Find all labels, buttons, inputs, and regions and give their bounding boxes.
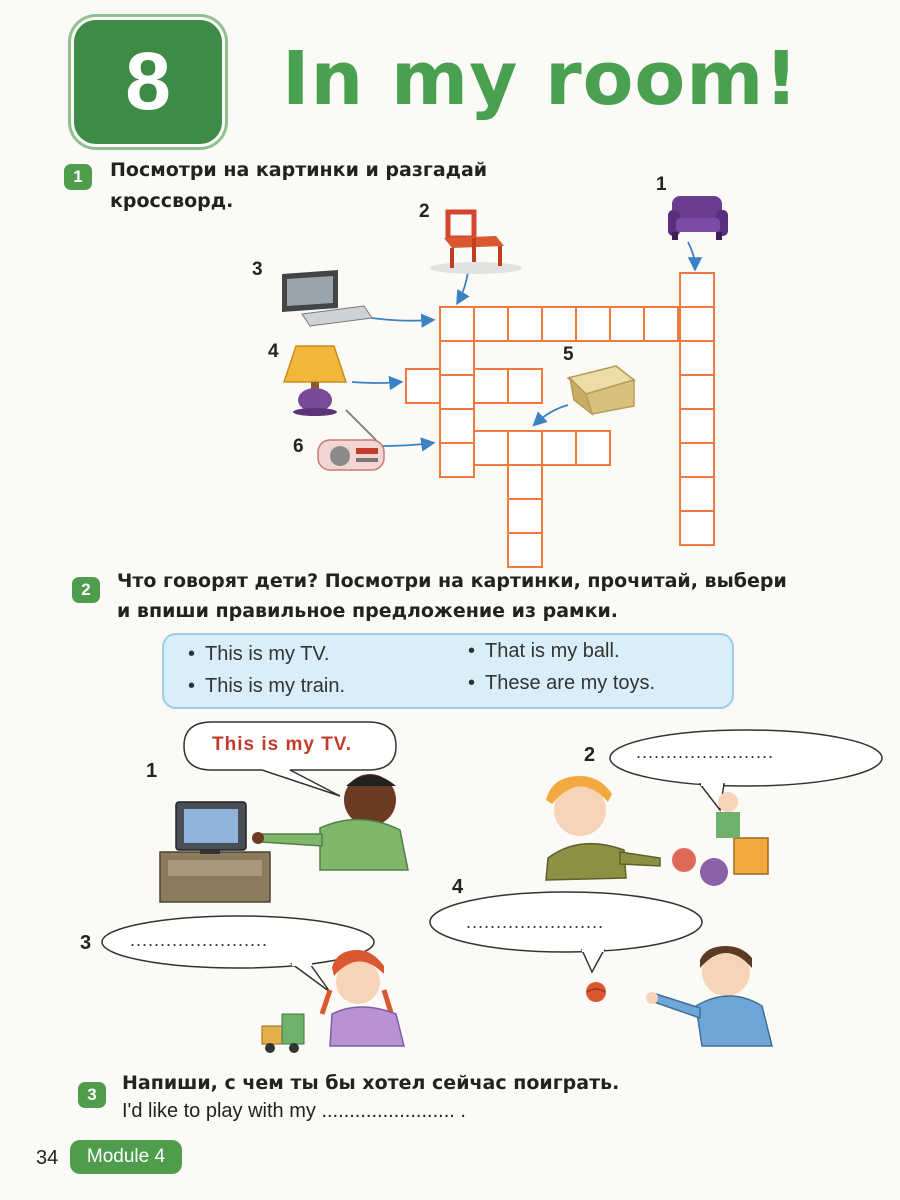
phrase-option: • This is my train. [188,675,345,698]
exercise-2-badge: 2 [72,577,100,603]
crossword-cell[interactable] [680,375,714,409]
radio-icon [318,410,384,470]
crossword-cell[interactable] [680,307,714,341]
clue-arrows [352,242,695,446]
crossword-cell[interactable] [440,307,474,341]
crossword-cell[interactable] [440,341,474,375]
exercise-3-answer-line[interactable]: I'd like to play with my ........................ . [122,1100,466,1122]
crossword-cell[interactable] [680,443,714,477]
crossword-cell[interactable] [644,307,678,341]
exercise-1-instruction-line2: кроссворд. [110,190,234,212]
clue-number-3: 3 [252,259,263,280]
boy-with-tv-illustration [160,774,408,902]
crossword-cell[interactable] [440,375,474,409]
unit-badge [74,20,222,144]
speech-bubble-3 [102,916,374,992]
crossword-cell[interactable] [542,431,576,465]
crossword-cell[interactable] [680,511,714,545]
crossword-cell[interactable] [680,341,714,375]
bubble-3-answer-line[interactable]: ....................... [130,930,269,950]
bubble-1-text: This is my TV. [212,734,353,755]
clue-number-4: 4 [268,341,279,362]
lamp-icon [284,346,346,416]
exercise-2-illustrations [0,710,900,1080]
exercise-1-badge: 1 [64,164,92,190]
crossword-cell[interactable] [406,369,440,403]
crossword-cell[interactable] [508,533,542,567]
crossword-cell[interactable] [474,369,508,403]
exercise-1-instruction-line1: Посмотри на картинки и разгадай [110,159,488,181]
crossword-cell[interactable] [680,409,714,443]
picture-number-2: 2 [584,744,596,766]
crossword-cell[interactable] [680,273,714,307]
boy-with-ball-illustration [586,946,772,1046]
picture-number-4: 4 [452,876,464,898]
desk-icon [568,366,634,414]
crossword-grid [406,273,714,567]
chair-icon [430,212,522,274]
crossword-cell[interactable] [508,369,542,403]
exercise-3-instruction: Напиши, с чем ты бы хотел сейчас поиграть. [122,1072,620,1094]
crossword-cell[interactable] [610,307,644,341]
phrase-option: • That is my ball. [468,640,620,663]
exercise-3-badge: 3 [78,1082,106,1108]
picture-number-3: 3 [80,932,92,954]
picture-number-1: 1 [146,760,158,782]
exercise-2-instruction-line2: и впиши правильное предложение из рамки. [117,600,619,622]
bubble-4-answer-line[interactable]: ....................... [466,912,605,932]
crossword-cell[interactable] [576,431,610,465]
crossword-cell[interactable] [508,307,542,341]
page-title: In my room! [282,36,800,122]
armchair-icon [668,196,728,240]
girl-with-toys-illustration [546,776,768,886]
crossword-cell[interactable] [474,307,508,341]
crossword-cell[interactable] [440,443,474,477]
crossword-cell[interactable] [474,431,508,465]
module-tab: Module 4 [70,1140,182,1174]
clue-number-1: 1 [656,174,667,195]
phrase-option: • These are my toys. [468,672,655,695]
phrase-box [162,633,734,709]
computer-icon [282,270,372,326]
crossword-cell[interactable] [576,307,610,341]
crossword-cell[interactable] [508,465,542,499]
crossword-cell[interactable] [440,409,474,443]
phrase-option: • This is my TV. [188,643,330,666]
clue-number-6: 6 [293,436,304,457]
crossword-cell[interactable] [680,477,714,511]
bubble-2-answer-line[interactable]: ....................... [636,742,775,762]
clue-number-2: 2 [419,201,430,222]
crossword-cell[interactable] [508,431,542,465]
crossword-cell[interactable] [508,499,542,533]
exercise-2-instruction-line1: Что говорят дети? Посмотри на картинки, прочитай, выбери [117,570,787,592]
page-number: 34 [36,1147,59,1169]
unit-number: 8 [125,36,171,127]
clue-number-5: 5 [563,344,574,365]
crossword-cell[interactable] [542,307,576,341]
